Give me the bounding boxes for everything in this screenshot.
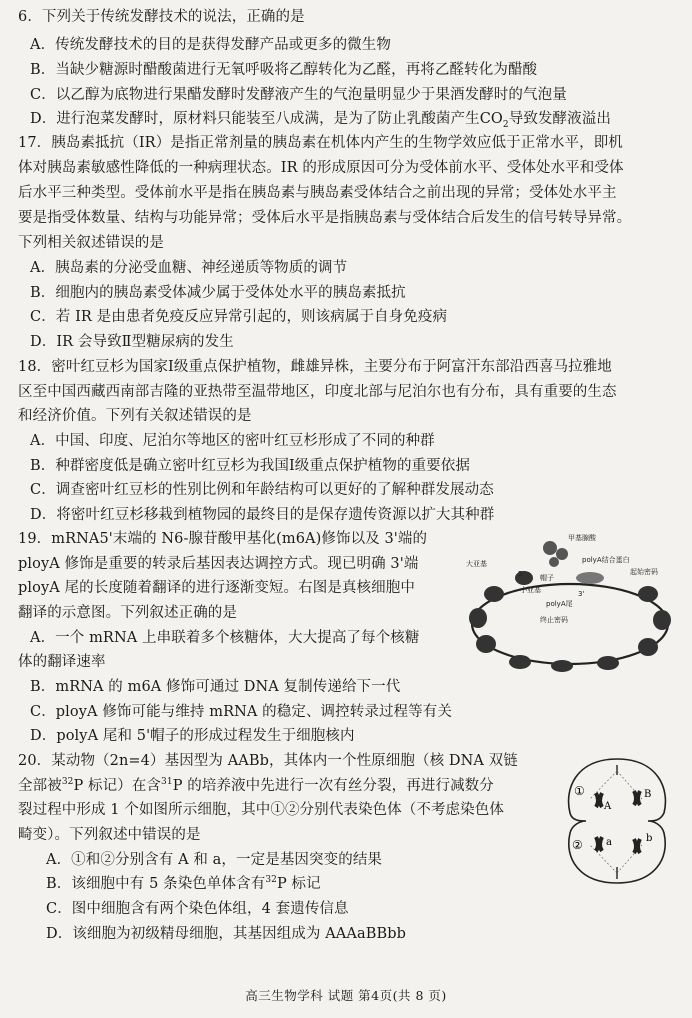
- q17-stem-line-3: 后水平三种类型。受体前水平是指在胰岛素与胰岛素受体结合之前出现的异常；受体处水平主: [18, 185, 617, 201]
- label-three-prime: 3': [578, 590, 585, 598]
- gene-B-label: B: [644, 789, 652, 800]
- cap-complex: [543, 541, 557, 555]
- q17-option-d: D．IR 会导致Ⅱ型糖尿病的发生: [30, 334, 234, 350]
- q20-stem-line-1: 20．某动物（2n=4）基因型为 AABb，其体内一个性原细胞（核 DNA 双链: [18, 753, 518, 769]
- q20-stem-line-2: 全部被$^{32}$P 标记）在含$^{31}$P 的培养液中先进行一次有丝分裂，再进行减数分: [18, 777, 494, 794]
- ribosome: [653, 610, 671, 630]
- q16-option-a: A．传统发酵技术的目的是获得发酵产品或更多的微生物: [30, 37, 391, 53]
- q19-option-b: B．mRNA 的 m6A 修饰可通过 DNA 复制传递给下一代: [30, 679, 401, 695]
- q17-stem-line-4: 要是指受体数量、结构与功能异常；受体后水平是指胰岛素与受体结合后发生的信号转导异常。: [18, 210, 632, 226]
- chromosome-lower-right: [634, 839, 640, 853]
- label-stop-codon: 终止密码: [540, 616, 568, 624]
- q20-option-d: D．该细胞为初级精母细胞，其基因组成为 AAAaBBbb: [46, 926, 406, 942]
- page-footer: 高三生物学科 试题 第4页(共 8 页): [245, 988, 447, 1003]
- gene-a-label: a: [606, 837, 612, 848]
- spindle-fibers: [590, 771, 642, 873]
- q20-option-a: A．①和②分别含有 A 和 a，一定是基因突变的结果: [46, 852, 383, 868]
- label-binding-protein: polyA结合蛋白: [582, 556, 630, 564]
- ribosome: [597, 656, 619, 670]
- q18-stem-line-3: 和经济价值。下列有关叙述错误的是: [18, 408, 252, 424]
- cap-complex: [556, 548, 568, 560]
- ribosome: [509, 655, 531, 669]
- q17-option-b: B．细胞内的胰岛素受体减少属于受体处水平的胰岛素抵抗: [30, 285, 406, 301]
- q17-stem-line-2: 体对胰岛素敏感性降低的一种病理状态。IR 的形成原因可分为受体前水平、受体处水平和受体: [18, 160, 624, 176]
- q19-option-d: D．polyA 尾和 5'帽子的形成过程发生于细胞核内: [30, 728, 355, 744]
- ribosome: [638, 638, 658, 656]
- q18-option-b: B．种群密度低是确立密叶红豆杉为我国Ⅰ级重点保护植物的重要依据: [30, 458, 470, 474]
- q18-stem-line-2: 区至中国西藏西南部吉隆的亚热带至温带地区，印度北部与尼泊尔也有分布，具有重要的生态: [18, 384, 617, 400]
- ribosome: [638, 586, 658, 602]
- q20-stem-line-3: 裂过程中形成 1 个如图所示细胞，其中①②分别代表染色体（不考虑染色体: [18, 802, 504, 818]
- gene-b-label: b: [646, 833, 653, 844]
- label-start-codon: 起始密码: [630, 568, 658, 576]
- label-methyl: 甲基腺酸: [568, 534, 596, 542]
- q16-stem: 6．下列关于传统发酵技术的说法，正确的是: [18, 9, 305, 25]
- q20-option-b: B．该细胞中有 5 条染色单体含有$^{32}$P 标记: [46, 875, 321, 892]
- q17-stem-line-1: 17．胰岛素抵抗（IR）是指正常剂量的胰岛素在机体内产生的生物学效应低于正常水平，即机: [18, 135, 623, 151]
- q19-stem-line-3: ployA 尾的长度随着翻译的进行逐渐变短。右图是真核细胞中: [18, 580, 415, 596]
- ribosome: [469, 608, 487, 628]
- polya-tail-shape: [576, 572, 604, 584]
- label-one: ①: [574, 784, 585, 798]
- q18-option-a: A．中国、印度、尼泊尔等地区的密叶红豆杉形成了不同的种群: [30, 433, 435, 449]
- gene-A-label: A: [604, 801, 612, 812]
- q19-option-a-line-2: 体的翻译速率: [18, 654, 106, 670]
- q16-option-c: C．以乙醇为底物进行果醋发酵时发酵液产生的气泡量明显少于果酒发酵时的气泡量: [30, 87, 567, 103]
- q20-stem-line-4: 畸变）。下列叙述中错误的是: [18, 827, 201, 843]
- q17-option-c: C．若 IR 是由患者免疫反应异常引起的，则该病属于自身免疫病: [30, 309, 448, 325]
- label-five-prime: 5': [518, 570, 525, 578]
- chromosome-one: [596, 793, 602, 807]
- translation-diagram: [458, 532, 680, 672]
- q20-option-c: C．图中细胞含有两个染色体组，4 套遗传信息: [46, 901, 349, 917]
- cell-outline: [569, 759, 666, 883]
- label-cap: 帽子: [540, 574, 554, 582]
- q18-option-c: C．调查密叶红豆杉的性别比例和年龄结构可以更好的了解种群发展动态: [30, 482, 494, 498]
- q19-option-a-line-1: A．一个 mRNA 上串联着多个核糖体，大大提高了每个核糖: [30, 630, 420, 646]
- label-two: ②: [572, 838, 583, 852]
- cap-complex: [549, 557, 559, 567]
- label-small-subunit: 小亚基: [520, 586, 541, 594]
- q18-stem-line-1: 18．密叶红豆杉为国家Ⅰ级重点保护植物，雌雄异株，主要分布于阿富汗东部沿西喜马拉雅地: [18, 359, 612, 375]
- q18-option-d: D．将密叶红豆杉移栽到植物园的最终目的是保存遗传资源以扩大其种群: [30, 507, 495, 523]
- ribosomes: [469, 571, 671, 672]
- q17-stem-line-5: 下列相关叙述错误的是: [18, 235, 164, 251]
- ribosome: [476, 635, 496, 653]
- q19-stem-line-1: 19．mRNA5'末端的 N6-腺苷酸甲基化(m6A)修饰以及 3'端的: [18, 531, 428, 547]
- q19-stem-line-4: 翻译的示意图。下列叙述正确的是: [18, 605, 237, 621]
- q19-stem-line-2: ployA 修饰是重要的转录后基因表达调控方式。现已明确 3'端: [18, 556, 419, 572]
- q17-option-a: A．胰岛素的分泌受血糖、神经递质等物质的调节: [30, 260, 348, 276]
- label-large-subunit: 大亚基: [466, 560, 487, 568]
- ribosome: [551, 660, 573, 672]
- label-polya: polyA尾: [546, 600, 573, 608]
- q16-option-b: B．当缺少糖源时醋酸菌进行无氧呼吸将乙醇转化为乙醛，再将乙醛转化为醋酸: [30, 62, 538, 78]
- q16-option-d: D．进行泡菜发酵时，原材料只能装至八成满，是为了防止乳酸菌产生$CO_2$导致发酵液溢出: [30, 111, 611, 130]
- ribosome: [484, 586, 504, 602]
- q19-option-c: C．ployA 修饰可能与维持 mRNA 的稳定、调控转录过程等有关: [30, 704, 452, 720]
- chromosome-upper-right: [634, 791, 640, 805]
- chromosome-two: [596, 837, 602, 851]
- dividing-cell-diagram: [558, 755, 676, 887]
